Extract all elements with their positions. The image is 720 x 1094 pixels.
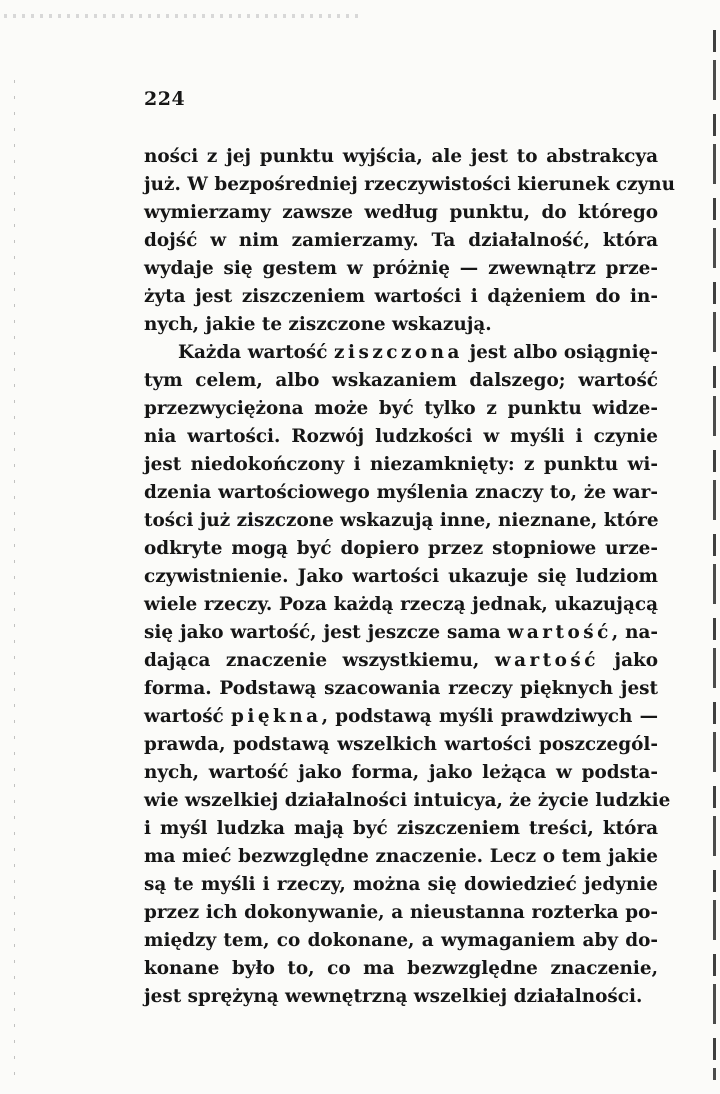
page-number: 224	[144, 88, 186, 110]
text-segment: przezwyciężona może być tylko z punktu widze-	[144, 398, 658, 419]
spaced-emphasis: wartość	[494, 650, 599, 671]
text-segment: wymierzamy zawsze według punktu, do którego	[144, 202, 658, 223]
text-segment: między tem, co dokonane, a wymaganiem aby do-	[144, 930, 658, 951]
text-segment: dzenia wartościowego myślenia znaczy to, że war-	[144, 482, 658, 503]
text-segment: przez ich dokonywanie, a nieustanna rozterka po-	[144, 902, 658, 923]
scan-top-edge	[4, 14, 364, 18]
spaced-emphasis: wartość	[507, 622, 612, 643]
text-line	[144, 507, 658, 535]
text-segment: wartość	[144, 706, 231, 727]
text-segment: ności z jej punktu wyjścia, ale jest to abstrakcya	[144, 146, 658, 167]
text-line	[144, 451, 658, 479]
text-segment: nych, wartość jako forma, jako leżąca w podsta-	[144, 762, 658, 783]
text-line	[144, 563, 658, 591]
text-segment: już. W bezpośredniej rzeczywistości kierunek czynu	[144, 174, 675, 195]
text-segment: żyta jest ziszczeniem wartości i dążeniem do in-	[144, 286, 658, 307]
text-line	[144, 171, 675, 199]
body-text	[144, 143, 675, 1011]
scan-right-edge	[713, 30, 716, 1080]
text-line	[144, 479, 658, 507]
text-line	[144, 815, 658, 843]
text-line	[144, 339, 658, 367]
text-segment: czywistnienie. Jako wartości ukazuje się ludziom	[144, 566, 658, 587]
text-line	[144, 143, 658, 171]
text-line	[144, 871, 658, 899]
text-segment: konane było to, co ma bezwzględne znaczenie,	[144, 958, 658, 979]
text-line	[144, 535, 658, 563]
spaced-emphasis: piękna	[231, 706, 322, 727]
text-segment: prawda, podstawą wszelkich wartości poszczegól-	[144, 734, 658, 755]
text-segment: są te myśli i rzeczy, można się dowiedzieć jedynie	[144, 874, 658, 895]
scan-left-edge	[14, 80, 15, 1080]
text-segment: ma mieć bezwzględne znaczenie. Lecz o tem jakie	[144, 846, 658, 867]
text-segment: jako	[598, 650, 659, 671]
text-line	[144, 899, 658, 927]
text-segment: i myśl ludzka mają być ziszczeniem treści, która	[144, 818, 658, 839]
text-line	[144, 983, 658, 1011]
spaced-emphasis: ziszczona	[334, 342, 463, 363]
text-segment: tości już ziszczone wskazują inne, nieznane, które	[144, 510, 659, 531]
text-segment: nia wartości. Rozwój ludzkości w myśli i czynie	[144, 426, 658, 447]
text-line	[144, 787, 671, 815]
text-line	[144, 759, 658, 787]
text-segment: Każda wartość	[178, 342, 335, 363]
text-segment: dająca znaczenie wszystkiemu,	[144, 650, 495, 671]
text-segment: jest albo osiągnię-	[462, 342, 658, 363]
text-segment: wydaje się gestem w próżnię — zwewnątrz prze-	[144, 258, 658, 279]
text-line	[144, 703, 658, 731]
text-segment: wiele rzeczy. Poza każdą rzeczą jednak, ukazującą	[144, 594, 658, 615]
text-segment: się jako wartość, jest jeszcze sama	[144, 622, 508, 643]
text-segment: dojść w nim zamierzamy. Ta działalność, która	[144, 230, 658, 251]
text-line	[144, 311, 658, 339]
text-segment: , na-	[611, 622, 659, 643]
text-segment: , podstawą myśli prawdziwych —	[321, 706, 658, 727]
text-line	[144, 647, 658, 675]
text-segment: jest niedokończony i niezamknięty: z punktu wi-	[144, 454, 658, 475]
text-line	[144, 731, 658, 759]
text-line	[144, 955, 658, 983]
text-line	[144, 843, 658, 871]
text-line	[144, 675, 658, 703]
text-line	[144, 591, 658, 619]
text-line	[144, 395, 658, 423]
text-segment: wie wszelkiej działalności intuicya, że życie ludzkie	[144, 790, 671, 811]
text-line	[144, 927, 658, 955]
text-line	[144, 255, 658, 283]
text-line	[144, 619, 658, 647]
text-segment: nych, jakie te ziszczone wskazują.	[144, 314, 492, 335]
text-line	[144, 199, 658, 227]
text-line	[144, 227, 658, 255]
text-line	[144, 423, 658, 451]
text-segment: forma. Podstawą szacowania rzeczy pięknych jest	[144, 678, 658, 699]
text-segment: jest sprężyną wewnętrzną wszelkiej działalności.	[144, 986, 643, 1007]
text-segment: odkryte mogą być dopiero przez stopniowe urze-	[144, 538, 658, 559]
text-line	[144, 367, 658, 395]
text-segment: tym celem, albo wskazaniem dalszego; wartość	[144, 370, 658, 391]
text-line	[144, 283, 658, 311]
